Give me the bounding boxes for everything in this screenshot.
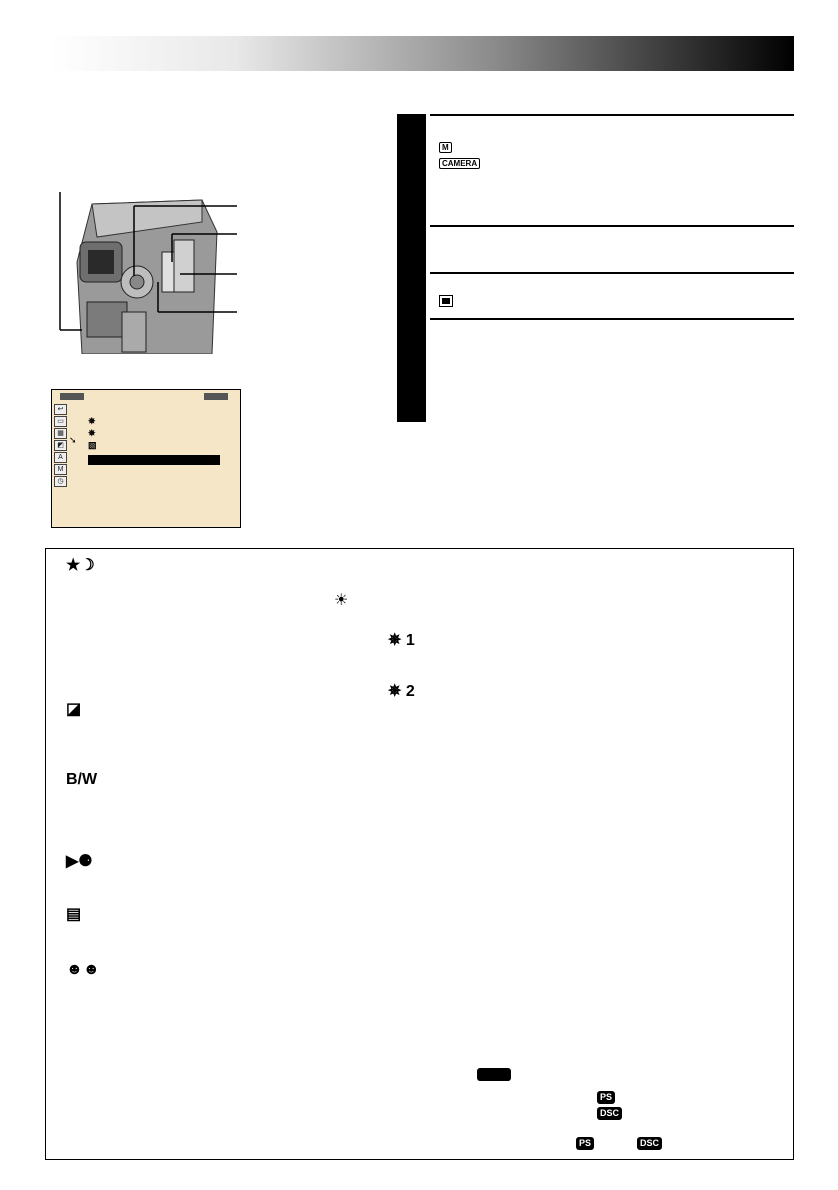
gain-up-2-icon: ✵ 2 bbox=[388, 683, 415, 700]
lcd-menu-screen bbox=[51, 389, 241, 528]
step-camera-badge bbox=[439, 153, 480, 171]
manual-badge: M bbox=[439, 142, 452, 153]
slow-shutter-icon: ☻☻ bbox=[66, 961, 100, 978]
step-rule-1 bbox=[430, 114, 794, 116]
sepia-icon: ◪ bbox=[66, 701, 82, 718]
clock-icon: ◷ bbox=[54, 476, 67, 487]
ps-badge-2 bbox=[576, 1133, 594, 1151]
dsc-badge-label: DSC bbox=[597, 1107, 622, 1120]
header-bar bbox=[50, 36, 794, 71]
lcd-selected-row bbox=[88, 455, 220, 465]
step-rule-2 bbox=[430, 225, 794, 227]
dsc-badge-2 bbox=[637, 1133, 662, 1151]
ps-badge-label-2: PS bbox=[576, 1137, 594, 1150]
steps-black-strip bbox=[397, 114, 426, 422]
auto-manual-icon: A bbox=[54, 452, 67, 463]
lcd-top-indicator-right bbox=[204, 393, 228, 400]
step-rule-3 bbox=[430, 272, 794, 274]
manual-icon: M bbox=[54, 464, 67, 475]
ps-badge-label: PS bbox=[597, 1091, 615, 1104]
program-ae-step-icon bbox=[439, 294, 453, 312]
program-ae-modes-box bbox=[45, 548, 794, 1160]
lcd-row-2: ✵ bbox=[88, 428, 96, 438]
play-mode-badge bbox=[477, 1068, 511, 1081]
lcd-row-3: ▧ bbox=[88, 440, 97, 450]
cinema-icon: ▶⚈ bbox=[66, 853, 93, 870]
step-rule-4 bbox=[430, 318, 794, 320]
lcd-menu-sidebar bbox=[54, 404, 68, 488]
camcorder-illustration bbox=[52, 192, 242, 354]
program-ae-icon: ▦ bbox=[54, 428, 67, 439]
sun-icon: ☀ bbox=[334, 592, 349, 609]
dsc-badge-label-2: DSC bbox=[637, 1137, 662, 1150]
twilight-icon: ★☽ bbox=[66, 557, 95, 574]
camera-badge: CAMERA bbox=[439, 158, 480, 169]
return-icon: ↩ bbox=[54, 404, 67, 415]
bw-icon: B/W bbox=[66, 771, 98, 788]
wipe-fader-icon: ◩ bbox=[54, 440, 67, 451]
lcd-top-indicator-left bbox=[60, 393, 84, 400]
dsc-badge-1 bbox=[597, 1103, 622, 1121]
lcd-row-1: ✵ bbox=[88, 416, 96, 426]
strobe-icon: ▤ bbox=[66, 906, 82, 923]
camera-menu-icon: ▭ bbox=[54, 416, 67, 427]
menu-cursor-icon: ➘ bbox=[69, 435, 77, 445]
gain-up-1-icon: ✵ 1 bbox=[388, 632, 415, 649]
